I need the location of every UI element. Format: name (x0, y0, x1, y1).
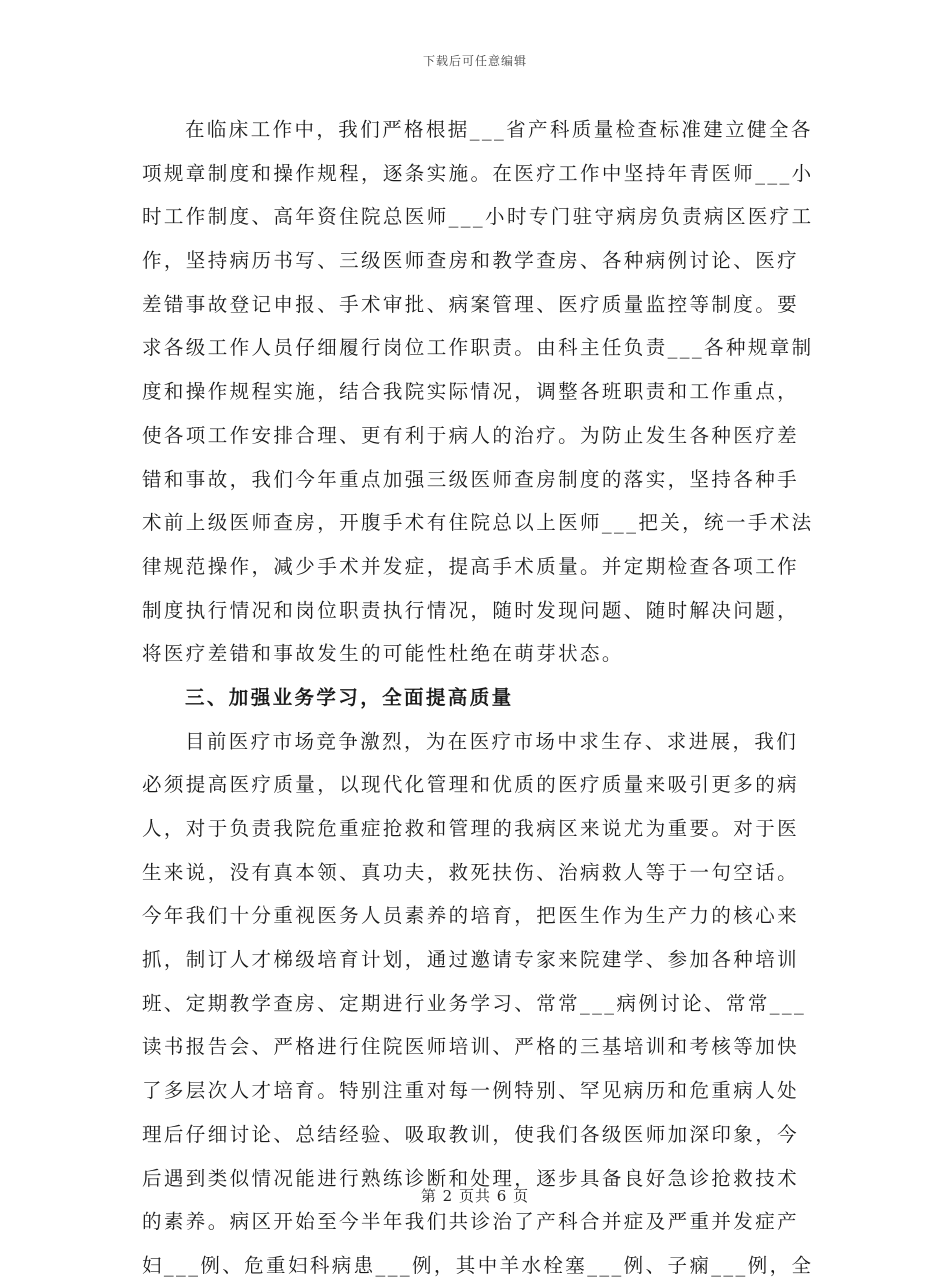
body-line: 术前上级医师查房，开腹手术有住院总以上医师___把关，统一手术法 (142, 511, 814, 535)
body-line: 律规范操作，减少手术并发症，提高手术质量。并定期检查各项工作 (142, 554, 800, 578)
document-body (142, 108, 814, 1288)
body-line: 了多层次人才培育。特别注重对每一例特别、罕见病历和危重病人处 (142, 1079, 800, 1103)
body-line: 差错事故登记申报、手术审批、病案管理、医疗质量监控等制度。要 (142, 292, 800, 316)
body-line: 在临床工作中，我们严格根据___省产科质量检查标准建立健全各 (185, 118, 813, 141)
body-line: 时工作制度、高年资住院总医师___小时专门驻守病房负责病区医疗工 (142, 205, 814, 229)
body-line: 读书报告会、严格进行住院医师培训、严格的三基培训和考核等加快 (142, 1035, 800, 1059)
body-line: 制度执行情况和岗位职责执行情况，随时发现问题、随时解决问题， (142, 598, 800, 622)
body-line: 必须提高医疗质量，以现代化管理和优质的医疗质量来吸引更多的病 (142, 773, 800, 797)
body-line: 人，对于负责我院危重症抢救和管理的我病区来说尤为重要。对于医 (142, 817, 800, 840)
body-line: 抓，制订人才梯级培育计划，通过邀请专家来院建学、参加各种培训 (142, 948, 800, 972)
body-line: 的素养。病区开始至今半年我们共诊治了产科合并症及严重并发症产 (142, 1210, 800, 1234)
body-line: 作，坚持病历书写、三级医师查房和教学查房、各种病例讨论、医疗 (142, 249, 800, 273)
body-line: 度和操作规程实施，结合我院实际情况，调整各班职责和工作重点， (142, 380, 800, 404)
body-line: 求各级工作人员仔细履行岗位工作职责。由科主任负责___各种规章制 (142, 336, 814, 360)
page-number-footer: 第 2 页共 6 页 (420, 1187, 530, 1205)
body-line: 项规章制度和操作规程，逐条实施。在医疗工作中坚持年青医师___小 (142, 161, 814, 185)
section-heading: 三、加强业务学习，全面提高质量 (185, 685, 514, 709)
body-line: 妇___例、危重妇科病患___例，其中羊水栓塞___例、子痫___例，全 (142, 1253, 814, 1277)
body-line: 生来说，没有真本领、真功夫，救死扶伤、治病救人等于一句空话。 (142, 860, 800, 884)
body-line: 班、定期教学查房、定期进行业务学习、常常___病例讨论、常常___ (142, 991, 807, 1015)
body-line: 使各项工作安排合理、更有利于病人的治疗。为防止发生各种医疗差 (142, 423, 800, 447)
body-line: 后遇到类似情况能进行熟练诊断和处理，逐步具备良好急诊抢救技术 (142, 1166, 800, 1190)
body-line: 今年我们十分重视医务人员素养的培育，把医生作为生产力的核心来 (142, 904, 800, 928)
body-line: 目前医疗市场竞争激烈，为在医疗市场中求生存、求进展，我们 (185, 729, 799, 753)
body-line: 理后仔细讨论、总结经验、吸取教训，使我们各级医师加深印象，今 (142, 1122, 800, 1146)
body-line: 错和事故，我们今年重点加强三级医师查房制度的落实，坚持各种手 (142, 467, 800, 491)
page-header: 下载后可任意编辑 (422, 54, 527, 68)
body-line: 将医疗差错和事故发生的可能性杜绝在萌芽状态。 (142, 642, 624, 666)
